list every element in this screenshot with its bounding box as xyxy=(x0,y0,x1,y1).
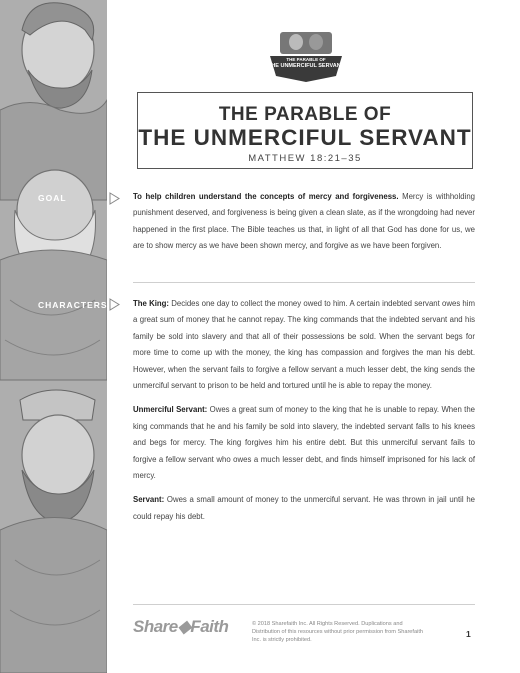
character-king xyxy=(133,296,475,394)
sidebar-illustration xyxy=(0,0,107,673)
goal-text xyxy=(133,189,475,255)
character-description: Decides one day to collect the money owed to him. A certain indebted servant owes him a great sum of money that he cannot repay. The king commands that the indebted servant and his family be sold into slavery and that all of their possessions be sold. When the servant begs for more time to come up with the money, the king has compassion and forgives the man his debt. However, when the servant fails to forgive a fellow servant a much lesser debt, the king sends the unmerciful servant to prison to be held and tortured until he is able to repay the money. xyxy=(133,299,475,391)
section-divider xyxy=(133,282,475,283)
goal-body: Mercy is withholding punishment deserved, and forgiveness is being given a clean slate, as if the wrongdoing had never happened in the first place. The Bible teaches us that, in light of all that God has done for us, we are to show mercy as we have been shown mercy, and forgive as we have been forgiven. xyxy=(133,192,475,251)
badge-line1: THE PARABLE OF xyxy=(286,57,326,62)
goal-lead: To help children understand the concepts of mercy and forgiveness. xyxy=(133,192,399,201)
characters-arrow-icon xyxy=(109,298,120,311)
character-servant xyxy=(133,492,475,525)
goal-label: GOAL xyxy=(38,193,67,203)
page-number: 1 xyxy=(466,629,471,639)
character-description: Owes a great sum of money to the king that he is unable to repay. When the king commands that he and his family be sold into slavery, the indebted servant falls to his knees and begs for mercy. The king forgives him his entire debt. But this unmerciful servant fails to forgive a fellow servant who owes a much lesser debt, and finds himself imprisoned for his lack of mercy. xyxy=(133,405,475,481)
character-description: Owes a small amount of money to the unmerciful servant. He was thrown in jail until he could repay his debt. xyxy=(133,495,475,521)
goal-arrow-icon xyxy=(109,192,120,205)
characters-list xyxy=(133,296,475,533)
character-illustration xyxy=(0,0,107,673)
scripture-reference: MATTHEW 18:21–35 xyxy=(248,153,362,164)
copyright-notice: © 2018 Sharefaith Inc. All Rights Reserved. Duplications and Distribution of this resources without prior permission from Sharefaith Inc. is strictly prohibited. xyxy=(252,621,423,643)
badge-line2: THE UNMERCIFUL SERVANT xyxy=(267,63,345,69)
footer-divider xyxy=(133,604,475,605)
lesson-badge-logo xyxy=(266,30,346,88)
sharefaith-logo: Share◆Faith xyxy=(133,617,229,636)
characters-label: CHARACTERS xyxy=(38,300,108,310)
character-unmerciful-servant xyxy=(133,402,475,484)
title-box xyxy=(137,92,473,169)
page-title-line2: THE UNMERCIFUL SERVANT xyxy=(138,125,472,150)
page-title-line1: THE PARABLE OF xyxy=(218,104,392,125)
character-name: Servant: xyxy=(133,495,165,505)
character-name: The King: xyxy=(133,299,170,308)
character-name: Unmerciful Servant: xyxy=(133,405,208,415)
